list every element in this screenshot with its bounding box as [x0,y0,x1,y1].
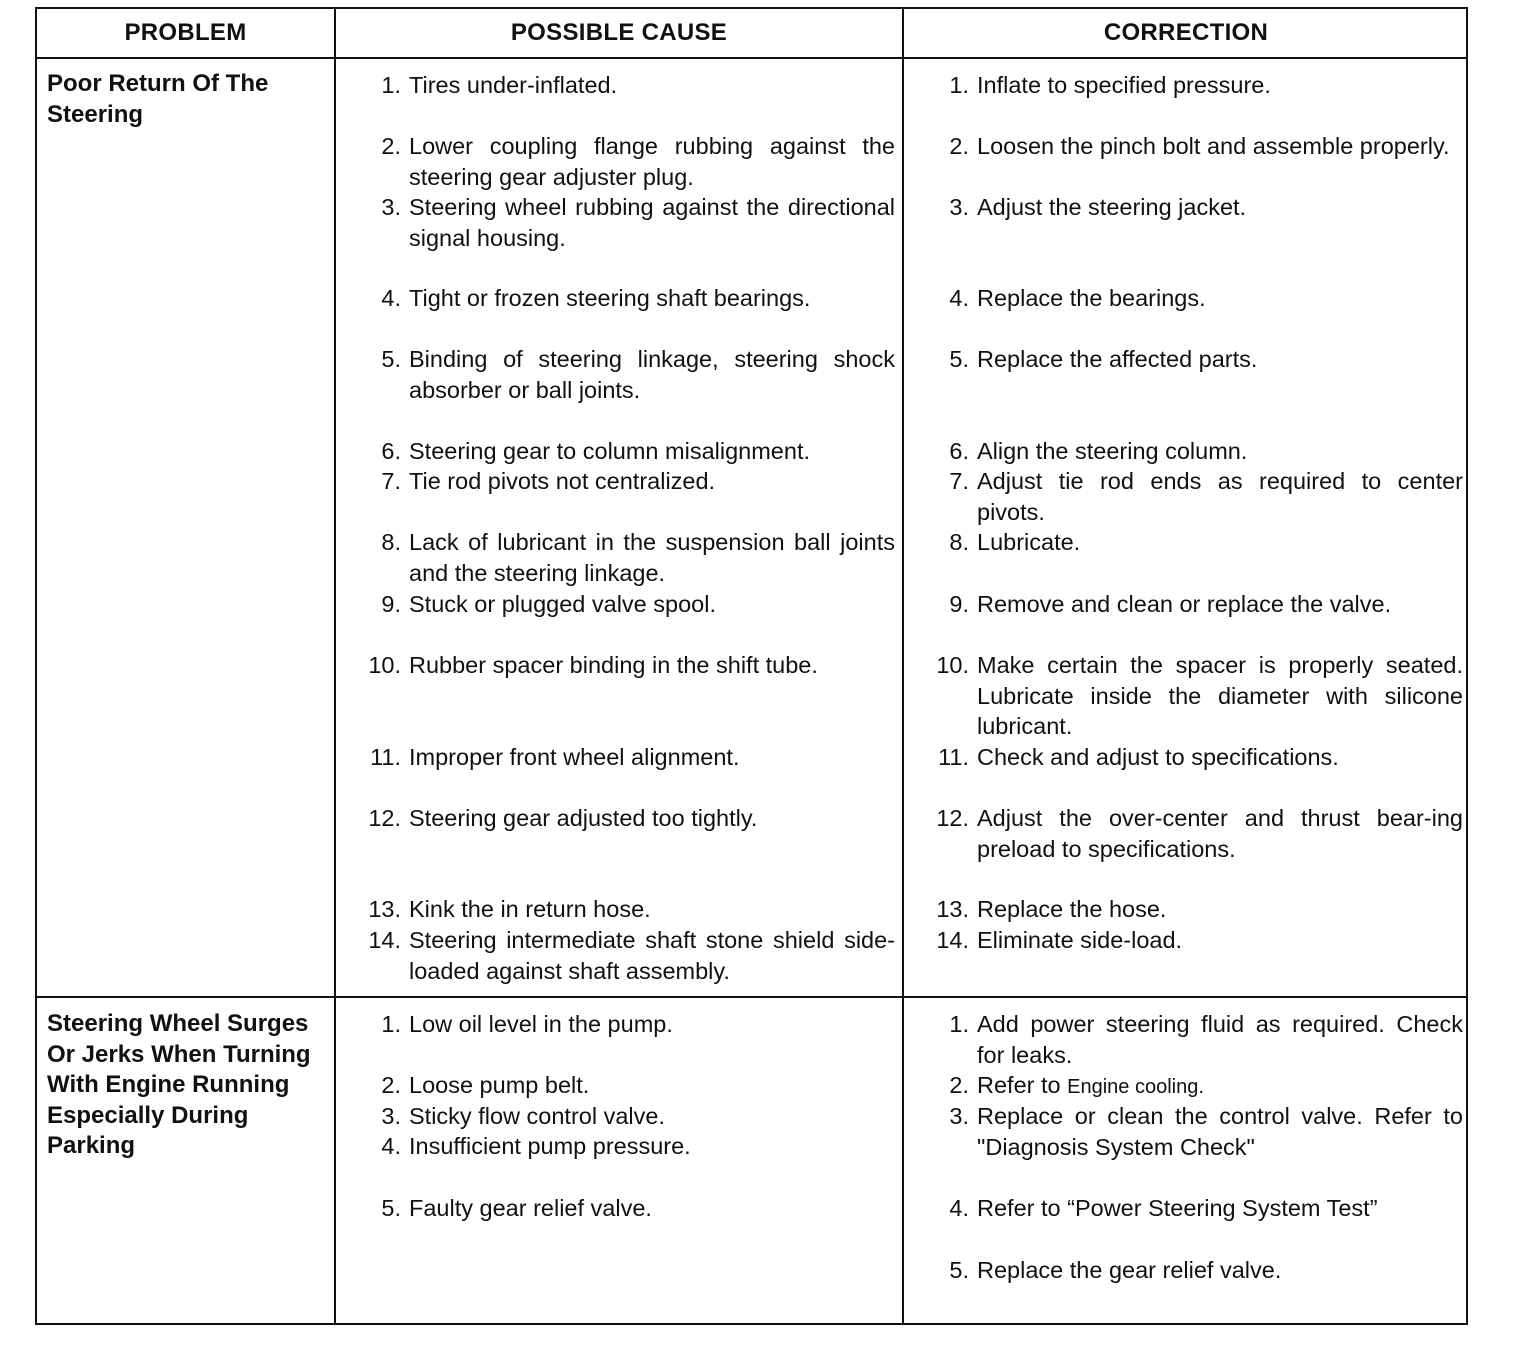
item-number: 2. [381,1072,401,1098]
item-text: Check and adjust to specifications. [977,744,1339,770]
item-number: 8. [381,529,401,555]
item-number: 7. [381,468,401,494]
item-number: 4. [381,285,401,311]
item-text: Make certain the spacer is properly seated. Lubricate inside the diameter with silicone lubricant. [977,652,1463,740]
cause-item [355,70,895,101]
item-text: Tight or frozen steering shaft bearings. [409,285,811,311]
item-text: Loosen the pinch bolt and assemble properly. [977,133,1450,159]
item-number: 10. [368,652,401,678]
item-text: Replace the bearings. [977,285,1206,311]
cause-item [355,466,895,497]
troubleshooting-table [35,7,1468,1325]
cause-item [355,1193,895,1224]
header-possible-cause: POSSIBLE CAUSE [510,19,728,46]
item-number: 5. [949,346,969,372]
cause-item [355,742,895,773]
item-text: Steering wheel rubbing against the directional signal housing. [409,194,895,251]
column-divider [902,9,904,1323]
item-text: Faulty gear relief valve. [409,1195,652,1221]
item-text-main: Refer to [977,1072,1061,1098]
item-text-reference: Engine cooling. [1067,1076,1204,1098]
cause-item [355,192,895,253]
correction-item [923,650,1463,742]
item-number: 12. [936,805,969,831]
item-number: 2. [949,133,969,159]
item-number: 9. [381,591,401,617]
problem-steering-wheel-surges: Steering Wheel Surges Or Jerks When Turning With Engine Running Especially During Parking [47,1010,311,1160]
item-text: Lack of lubricant in the suspension ball joints and the steering linkage. [409,529,895,586]
correction-item [923,1009,1463,1070]
item-text: Low oil level in the pump. [409,1011,673,1037]
item-text: Steering gear to column misalignment. [409,438,811,464]
cause-item [355,436,895,467]
item-number: 8. [949,529,969,555]
correction-item [923,131,1463,162]
item-text: Improper front wheel alignment. [409,744,740,770]
item-number: 2. [381,133,401,159]
cause-item [355,131,895,192]
correction-item [923,192,1463,223]
correction-item [923,1255,1463,1286]
header-problem: PROBLEM [124,19,247,46]
item-number: 13. [936,896,969,922]
item-text: Adjust the steering jacket. [977,194,1247,220]
cause-item [355,283,895,314]
item-text: Lubricate. [977,529,1081,555]
row-divider [37,996,1466,998]
cause-item [355,650,895,681]
item-text: Refer to “Power Steering System Test” [977,1195,1378,1221]
item-text: Adjust the over-center and thrust bear-ing preload to specifications. [977,805,1463,862]
item-number: 13. [368,896,401,922]
correction-item [923,283,1463,314]
item-number: 6. [949,438,969,464]
header-correction: CORRECTION [1103,19,1269,46]
item-text: Lower coupling flange rubbing against the steering gear adjuster plug. [409,133,895,190]
item-text: Steering gear adjusted too tightly. [409,805,758,831]
item-number: 1. [381,1011,401,1037]
item-text [977,1070,1463,1103]
correction-item [923,436,1463,467]
correction-item [923,1101,1463,1162]
item-text: Kink the in return hose. [409,896,651,922]
item-number: 14. [936,927,969,953]
cause-item [355,925,895,986]
item-text: Remove and clean or replace the valve. [977,591,1392,617]
item-text: Rubber spacer binding in the shift tube. [409,652,818,678]
item-text: Replace the hose. [977,896,1167,922]
item-text: Loose pump belt. [409,1072,590,1098]
correction-item [923,1193,1463,1224]
correction-item [923,70,1463,101]
item-number: 3. [381,1103,401,1129]
item-text: Insufficient pump pressure. [409,1133,691,1159]
item-number: 11. [370,744,401,770]
cause-item [355,589,895,620]
cause-item [355,803,895,834]
header-divider [37,57,1466,59]
correction-item [923,742,1463,773]
item-text: Tires under-inflated. [409,72,618,98]
item-number: 4. [949,285,969,311]
item-number: 12. [368,805,401,831]
item-text: Inflate to specified pressure. [977,72,1271,98]
correction-item [923,894,1463,925]
item-number: 9. [949,591,969,617]
correction-item [923,466,1463,527]
item-number: 4. [381,1133,401,1159]
correction-item [923,527,1463,558]
item-number: 6. [381,438,401,464]
item-number: 4. [949,1195,969,1221]
item-number: 10. [936,652,969,678]
item-text: Tie rod pivots not centralized. [409,468,716,494]
correction-item [923,1070,1463,1103]
cause-item [355,527,895,588]
correction-item [923,344,1463,375]
item-number: 1. [949,72,969,98]
item-text: Add power steering fluid as required. Check for leaks. [977,1011,1463,1068]
item-text: Align the steering column. [977,438,1248,464]
item-number: 5. [949,1257,969,1283]
problem-poor-return: Poor Return Of The Steering [47,70,269,128]
cause-item [355,344,895,405]
correction-item [923,589,1463,620]
item-text: Binding of steering linkage, steering shock absorber or ball joints. [409,346,895,403]
cause-item [355,1009,895,1040]
item-text: Replace or clean the control valve. Refer to "Diagnosis System Check" [977,1103,1463,1160]
item-number: 5. [381,1195,401,1221]
item-number: 3. [949,1103,969,1129]
correction-item [923,803,1463,864]
cause-item [355,1070,895,1101]
item-number: 1. [949,1011,969,1037]
item-text: Stuck or plugged valve spool. [409,591,716,617]
item-number: 1. [381,72,401,98]
item-text: Replace the gear relief valve. [977,1257,1282,1283]
item-number: 3. [949,194,969,220]
item-number: 11. [938,744,969,770]
cause-item [355,1131,895,1162]
item-text: Eliminate side-load. [977,927,1183,953]
item-text: Sticky flow control valve. [409,1103,665,1129]
item-number: 7. [949,468,969,494]
item-number: 2. [949,1072,969,1098]
cause-item [355,894,895,925]
item-text: Adjust tie rod ends as required to center pivots. [977,468,1463,525]
item-number: 5. [381,346,401,372]
item-number: 14. [368,927,401,953]
cause-item [355,1101,895,1132]
item-number: 3. [381,194,401,220]
item-text: Replace the affected parts. [977,346,1258,372]
column-divider [334,9,336,1323]
item-text: Steering intermediate shaft stone shield side-loaded against shaft assembly. [409,927,895,984]
correction-item [923,925,1463,956]
